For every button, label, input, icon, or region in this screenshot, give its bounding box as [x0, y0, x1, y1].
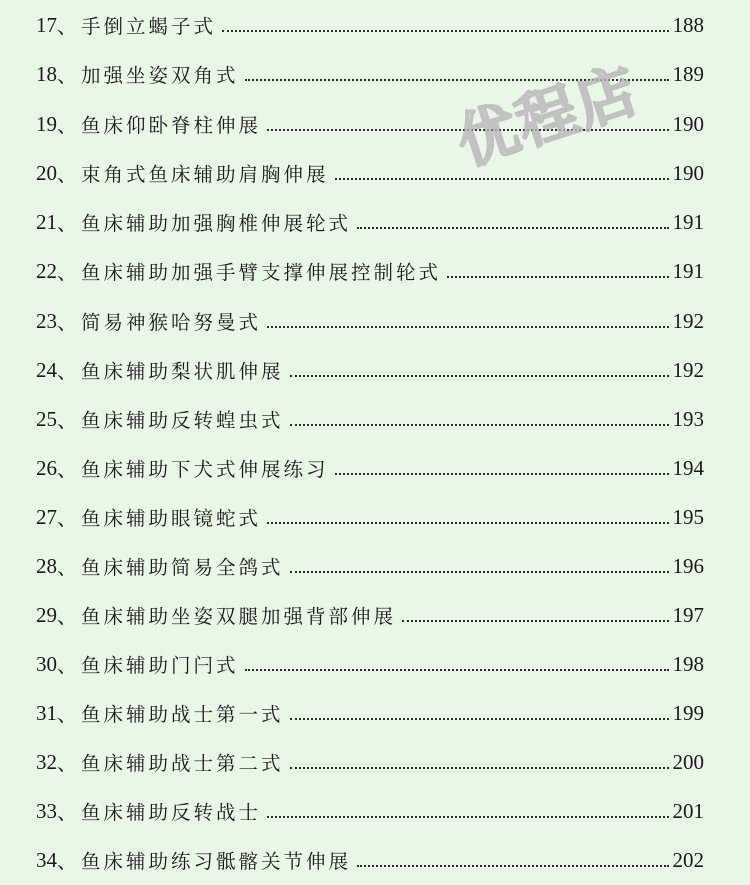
- entry-separator: 、: [57, 162, 77, 186]
- entry-number: 19: [36, 112, 57, 136]
- entry-number: 24: [36, 358, 57, 382]
- toc-entry[interactable]: [36, 690, 704, 724]
- toc-entry[interactable]: [36, 739, 704, 773]
- entry-separator: 、: [57, 800, 77, 824]
- watermark: 优程店: [449, 54, 648, 179]
- entry-title: 鱼床辅助战士第二式: [81, 751, 284, 775]
- entry-separator: 、: [57, 310, 77, 334]
- dot-leader: [267, 522, 668, 524]
- entry-separator: 、: [57, 211, 77, 235]
- entry-title: 鱼床辅助加强手臂支撑伸展控制轮式: [81, 260, 442, 284]
- entry-number: 28: [36, 554, 57, 578]
- toc-entry[interactable]: [36, 396, 704, 430]
- entry-number: 20: [36, 161, 57, 185]
- toc-entry[interactable]: [36, 2, 704, 36]
- dot-leader: [290, 718, 669, 720]
- toc-entry[interactable]: [36, 494, 704, 528]
- dot-leader: [267, 129, 668, 131]
- toc-entry[interactable]: [36, 788, 704, 822]
- entry-title: 鱼床仰卧脊柱伸展: [81, 113, 262, 137]
- entry-title: 鱼床辅助门闩式: [81, 653, 239, 677]
- entry-title: 束角式鱼床辅助肩胸伸展: [81, 162, 329, 186]
- entry-page-number: 193: [672, 407, 704, 431]
- entry-separator: 、: [57, 63, 77, 87]
- entry-number: 26: [36, 456, 57, 480]
- entry-separator: 、: [57, 604, 77, 628]
- entry-page-number: 194: [672, 456, 704, 480]
- entry-separator: 、: [57, 113, 77, 137]
- dot-leader: [335, 178, 669, 180]
- entry-page-number: 190: [672, 161, 704, 185]
- entry-number: 29: [36, 603, 57, 627]
- entry-separator: 、: [57, 702, 77, 726]
- entry-number: 23: [36, 309, 57, 333]
- entry-title: 手倒立蝎子式: [81, 14, 217, 38]
- toc-entry[interactable]: [36, 298, 704, 332]
- toc-entry[interactable]: [36, 51, 704, 85]
- entry-title: 鱼床辅助战士第一式: [81, 702, 284, 726]
- dot-leader: [245, 669, 669, 671]
- entry-title: 简易神猴哈努曼式: [81, 310, 262, 334]
- entry-number: 34: [36, 848, 57, 872]
- dot-leader: [290, 375, 669, 377]
- dot-leader: [222, 30, 668, 32]
- dot-leader: [402, 620, 668, 622]
- dot-leader: [447, 276, 668, 278]
- entry-title: 鱼床辅助练习骶髂关节伸展: [81, 849, 352, 873]
- dot-leader: [267, 326, 668, 328]
- entry-page-number: 198: [672, 652, 704, 676]
- entry-separator: 、: [57, 14, 77, 38]
- entry-separator: 、: [57, 506, 77, 530]
- entry-separator: 、: [57, 359, 77, 383]
- toc-entry[interactable]: [36, 347, 704, 381]
- entry-title: 鱼床辅助眼镜蛇式: [81, 506, 262, 530]
- toc-entry[interactable]: [36, 641, 704, 675]
- dot-leader: [290, 571, 669, 573]
- entry-page-number: 201: [672, 799, 704, 823]
- entry-separator: 、: [57, 849, 77, 873]
- entry-page-number: 196: [672, 554, 704, 578]
- dot-leader: [357, 865, 668, 867]
- toc-entry[interactable]: [36, 543, 704, 577]
- entry-number: 18: [36, 62, 57, 86]
- entry-page-number: 191: [672, 210, 704, 234]
- entry-title: 鱼床辅助梨状肌伸展: [81, 359, 284, 383]
- entry-title: 鱼床辅助加强胸椎伸展轮式: [81, 211, 352, 235]
- entry-separator: 、: [57, 653, 77, 677]
- entry-number: 31: [36, 701, 57, 725]
- entry-page-number: 192: [672, 358, 704, 382]
- dot-leader: [357, 227, 668, 229]
- entry-page-number: 200: [672, 750, 704, 774]
- toc-entry[interactable]: [36, 248, 704, 282]
- entry-number: 33: [36, 799, 57, 823]
- entry-number: 32: [36, 750, 57, 774]
- entry-number: 17: [36, 13, 57, 37]
- entry-title: 鱼床辅助坐姿双腿加强背部伸展: [81, 604, 397, 628]
- toc-entry[interactable]: [36, 150, 704, 184]
- toc-entry[interactable]: [36, 101, 704, 135]
- entry-page-number: 191: [672, 259, 704, 283]
- toc-entry[interactable]: [36, 837, 704, 871]
- dot-leader: [267, 816, 668, 818]
- entry-title: 鱼床辅助反转战士: [81, 800, 262, 824]
- entry-separator: 、: [57, 408, 77, 432]
- entry-separator: 、: [57, 457, 77, 481]
- entry-page-number: 199: [672, 701, 704, 725]
- entry-page-number: 190: [672, 112, 704, 136]
- entry-number: 22: [36, 259, 57, 283]
- entry-page-number: 188: [672, 13, 704, 37]
- entry-title: 鱼床辅助简易全鸽式: [81, 555, 284, 579]
- entry-number: 30: [36, 652, 57, 676]
- entry-number: 21: [36, 210, 57, 234]
- entry-page-number: 197: [672, 603, 704, 627]
- toc-entry[interactable]: [36, 445, 704, 479]
- dot-leader: [290, 424, 669, 426]
- toc-entry[interactable]: [36, 199, 704, 233]
- dot-leader: [335, 473, 669, 475]
- entry-title: 加强坐姿双角式: [81, 63, 239, 87]
- entry-number: 25: [36, 407, 57, 431]
- entry-title: 鱼床辅助下犬式伸展练习: [81, 457, 329, 481]
- toc-entry[interactable]: [36, 592, 704, 626]
- entry-title: 鱼床辅助反转蝗虫式: [81, 408, 284, 432]
- entry-number: 27: [36, 505, 57, 529]
- entry-separator: 、: [57, 555, 77, 579]
- dot-leader: [245, 79, 669, 81]
- entry-page-number: 202: [672, 848, 704, 872]
- dot-leader: [290, 767, 669, 769]
- entry-page-number: 195: [672, 505, 704, 529]
- entry-separator: 、: [57, 260, 77, 284]
- entry-page-number: 189: [672, 62, 704, 86]
- entry-separator: 、: [57, 751, 77, 775]
- entry-page-number: 192: [672, 309, 704, 333]
